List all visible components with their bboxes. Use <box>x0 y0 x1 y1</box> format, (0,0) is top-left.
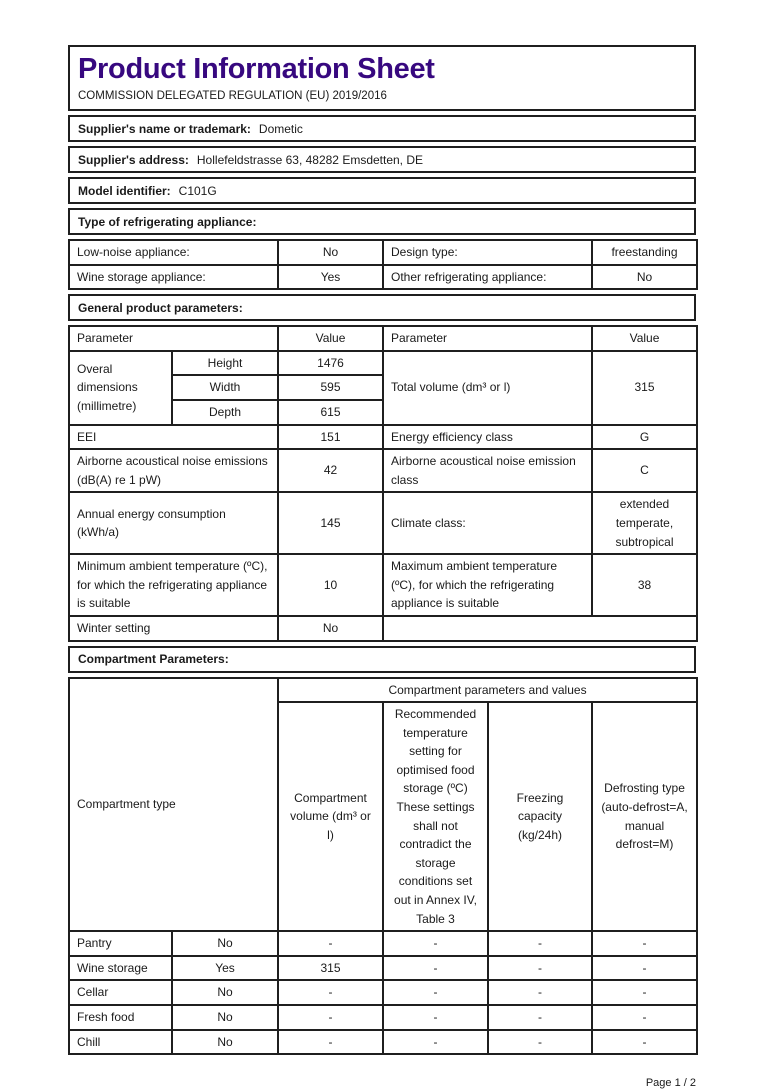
present-cell: No <box>172 1030 278 1055</box>
freezing-cell: - <box>488 980 592 1005</box>
defrost-cell: - <box>592 956 697 981</box>
supplier-name-value: Dometic <box>258 121 303 136</box>
table-header-row <box>69 678 697 703</box>
param-cell: Minimum ambient temperature (ºC), for which the refrigerating appliance is suitable <box>69 554 278 616</box>
supplier-name-row <box>68 115 696 142</box>
header-cell: Parameter <box>383 326 592 351</box>
param-cell: Annual energy consumption (kWh/a) <box>69 492 278 554</box>
column-header-cell: Recommended temperature setting for optimised food storage (ºC) These settings shall not contradict the storage conditions set out in Annex IV, Table 3 <box>383 702 488 931</box>
value-cell: 42 <box>278 449 383 492</box>
compartment-type-cell: Chill <box>69 1030 172 1055</box>
compartment-type-cell: Fresh food <box>69 1005 172 1030</box>
value-cell: freestanding <box>592 240 697 265</box>
model-identifier-value: C101G <box>178 183 217 198</box>
present-cell: No <box>172 1005 278 1030</box>
freezing-cell: - <box>488 956 592 981</box>
compartment-type-header-cell: Compartment type <box>69 678 278 932</box>
page-title: Product Information Sheet <box>78 53 435 85</box>
dimension-name-cell: Height <box>172 351 278 376</box>
dimension-name-cell: Depth <box>172 400 278 425</box>
dimension-value-cell: 1476 <box>278 351 383 376</box>
param-cell: Low-noise appliance: <box>69 240 278 265</box>
table-row <box>69 240 697 265</box>
param-cell: Climate class: <box>383 492 592 554</box>
volume-cell: - <box>278 980 383 1005</box>
volume-cell: 315 <box>278 956 383 981</box>
general-heading-row <box>68 294 696 321</box>
value-cell: extended temperate, subtropical <box>592 492 697 554</box>
supplier-name-label: Supplier's name or trademark: <box>78 121 251 136</box>
value-cell: Yes <box>278 265 383 290</box>
table-row <box>69 1005 697 1030</box>
defrost-cell: - <box>592 980 697 1005</box>
freezing-cell: - <box>488 1005 592 1030</box>
defrost-cell: - <box>592 1030 697 1055</box>
param-cell: Total volume (dm³ or l) <box>383 351 592 425</box>
supplier-address-label: Supplier's address: <box>78 152 189 167</box>
dimension-value-cell: 595 <box>278 375 383 400</box>
header-cell: Parameter <box>69 326 278 351</box>
table-row <box>69 1030 697 1055</box>
header-cell: Value <box>278 326 383 351</box>
value-cell: No <box>278 616 383 641</box>
defrost-cell: - <box>592 1005 697 1030</box>
value-cell: G <box>592 425 697 450</box>
param-cell: Other refrigerating appliance: <box>383 265 592 290</box>
regulation-subtitle: COMMISSION DELEGATED REGULATION (EU) 2019/2016 <box>78 90 387 102</box>
model-identifier-row <box>68 177 696 204</box>
temp-cell: - <box>383 1030 488 1055</box>
volume-cell: - <box>278 1030 383 1055</box>
table-row <box>69 425 697 450</box>
table-row <box>69 449 697 492</box>
compartment-heading-row <box>68 646 696 673</box>
column-header-cell: Freezing capacity (kg/24h) <box>488 702 592 931</box>
table-row <box>69 351 697 376</box>
dimensions-label-cell: Overal dimensions (millimetre) <box>69 351 172 425</box>
compartment-type-cell: Pantry <box>69 931 172 956</box>
param-cell: Energy efficiency class <box>383 425 592 450</box>
compartment-type-cell: Cellar <box>69 980 172 1005</box>
volume-cell: - <box>278 931 383 956</box>
present-cell: No <box>172 980 278 1005</box>
temp-cell: - <box>383 1005 488 1030</box>
appliance-type-table <box>68 239 698 290</box>
table-row <box>69 931 697 956</box>
model-identifier-label: Model identifier: <box>78 183 171 198</box>
type-heading-row <box>68 208 696 235</box>
value-cell: No <box>592 265 697 290</box>
value-cell: 38 <box>592 554 697 616</box>
supplier-address-value: Hollefeldstrasse 63, 48282 Emsdetten, DE <box>196 152 424 167</box>
param-cell: Design type: <box>383 240 592 265</box>
compartment-heading: Compartment Parameters: <box>78 652 229 666</box>
param-cell: EEI <box>69 425 278 450</box>
present-cell: Yes <box>172 956 278 981</box>
table-row <box>69 616 697 641</box>
document-content <box>68 45 696 1089</box>
general-heading: General product parameters: <box>78 300 243 315</box>
temp-cell: - <box>383 980 488 1005</box>
param-cell: Airborne acoustical noise emissions (dB(A) re 1 pW) <box>69 449 278 492</box>
compartment-parameters-table <box>68 677 698 1056</box>
table-row <box>69 492 697 554</box>
value-cell: 10 <box>278 554 383 616</box>
value-cell: No <box>278 240 383 265</box>
temp-cell: - <box>383 956 488 981</box>
defrost-cell: - <box>592 931 697 956</box>
freezing-cell: - <box>488 1030 592 1055</box>
dimension-value-cell: 615 <box>278 400 383 425</box>
general-parameters-table <box>68 325 698 641</box>
empty-cell <box>383 616 697 641</box>
volume-cell: - <box>278 1005 383 1030</box>
page-number: Page 1 / 2 <box>645 1077 696 1089</box>
supplier-address-row <box>68 146 696 173</box>
column-header-cell: Compartment volume (dm³ or l) <box>278 702 383 931</box>
param-cell: Wine storage appliance: <box>69 265 278 290</box>
param-cell: Airborne acoustical noise emission class <box>383 449 592 492</box>
table-header-row <box>69 326 697 351</box>
value-cell: 145 <box>278 492 383 554</box>
title-block <box>68 45 696 111</box>
param-cell: Maximum ambient temperature (ºC), for which the refrigerating appliance is suitable <box>383 554 592 616</box>
table-row <box>69 265 697 290</box>
temp-cell: - <box>383 931 488 956</box>
table-row <box>69 554 697 616</box>
dimension-name-cell: Width <box>172 375 278 400</box>
param-cell: Winter setting <box>69 616 278 641</box>
table-row <box>69 980 697 1005</box>
type-heading: Type of refrigerating appliance: <box>78 214 257 229</box>
compartment-type-cell: Wine storage <box>69 956 172 981</box>
value-cell: 151 <box>278 425 383 450</box>
value-cell: 315 <box>592 351 697 425</box>
freezing-cell: - <box>488 931 592 956</box>
header-cell: Value <box>592 326 697 351</box>
table-row <box>69 956 697 981</box>
column-header-cell: Defrosting type (auto-defrost=A, manual defrost=M) <box>592 702 697 931</box>
present-cell: No <box>172 931 278 956</box>
span-header-cell: Compartment parameters and values <box>278 678 697 703</box>
value-cell: C <box>592 449 697 492</box>
